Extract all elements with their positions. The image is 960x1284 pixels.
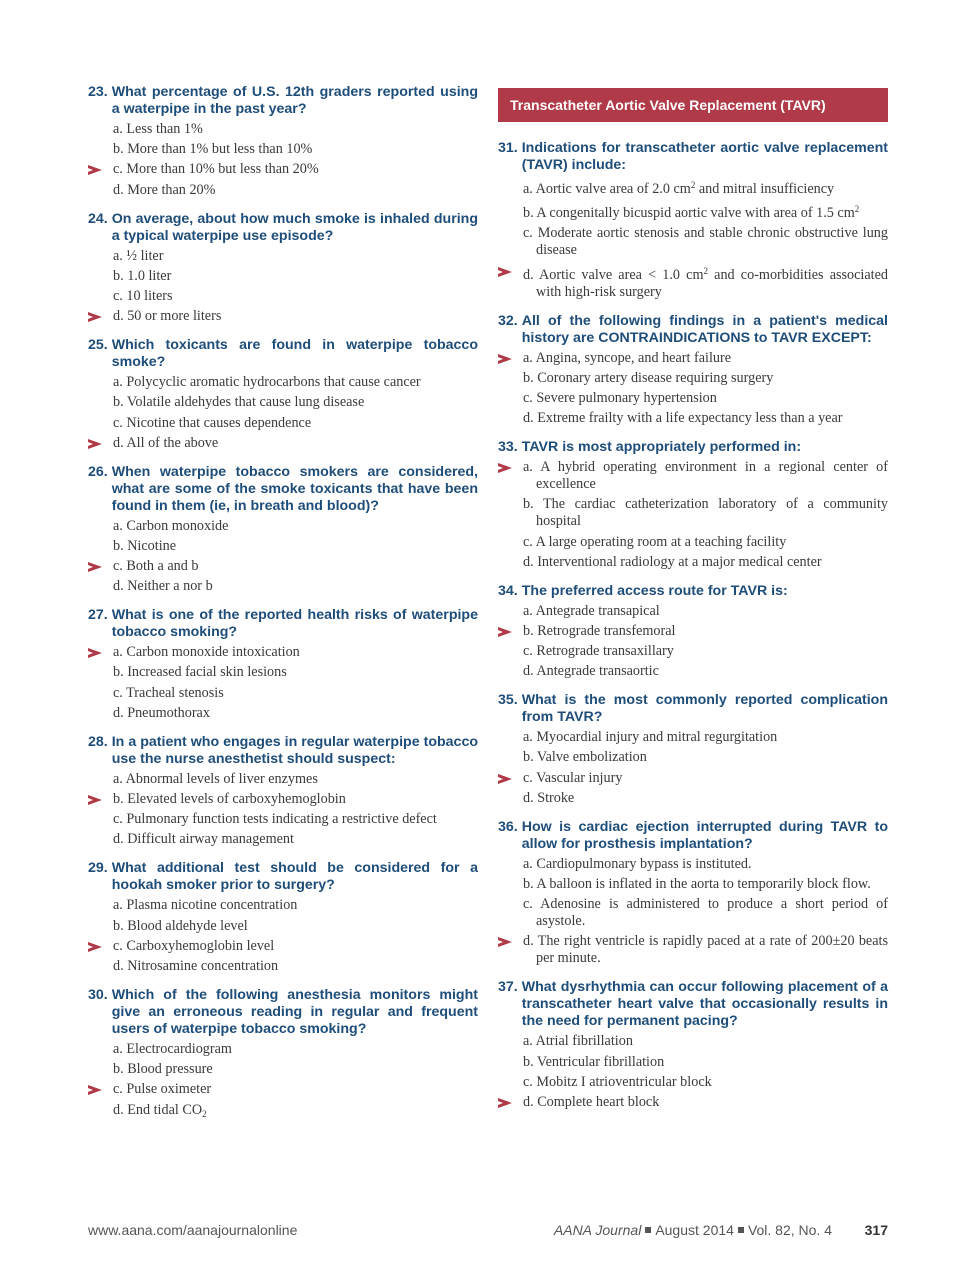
question-item [498, 313, 888, 428]
question-item [498, 692, 888, 807]
question-item [88, 987, 478, 1123]
question-text: What is the most commonly reported complication from TAVR? [521, 692, 888, 726]
answer-option-text [523, 749, 888, 766]
answer-option [498, 459, 888, 493]
answer-option-text [113, 374, 478, 391]
answer-option-label: b. A balloon is inflated in the aorta to temporarily block flow. [523, 876, 871, 892]
answer-option-label: d. End tidal CO [113, 1101, 203, 1118]
question-heading [498, 313, 888, 347]
answer-option [88, 1041, 478, 1058]
answer-option [88, 918, 478, 935]
answer-option-label: b. Elevated levels of carboxyhemoglobin [113, 791, 346, 807]
question-item [88, 860, 478, 975]
answer-option [498, 1054, 888, 1071]
question-item [498, 140, 888, 301]
answer-option-text [113, 791, 478, 808]
answer-option-label: a. Carbon monoxide [113, 517, 229, 534]
answer-option-label: c. Nicotine that causes dependence [113, 414, 312, 431]
superscript: 2 [854, 204, 860, 215]
answer-option-label: c. Pulse oximeter [113, 1081, 212, 1098]
answer-option-label-cont: and mitral insufficiency [695, 181, 835, 197]
answer-option-label: c. Pulmonary function tests indicating a restrictive defect [113, 811, 437, 828]
answer-option-label: d. Antegrade transaortic [523, 663, 659, 680]
answer-option-label: d. Difficult airway management [113, 831, 294, 848]
answer-option-text [523, 496, 888, 530]
answer-option-label: b. The cardiac catheterization laboratory of a community hospital [523, 496, 888, 530]
answer-option-label: b. A congenitally bicuspid aortic valve with area of 1.5 cm [523, 205, 855, 222]
question-heading [498, 819, 888, 853]
answer-option [88, 268, 478, 285]
question-number: 37. [498, 979, 518, 996]
question-text: What is one of the reported health risks of waterpipe tobacco smoking? [111, 607, 478, 641]
question-heading [88, 987, 478, 1038]
answer-option-label-cont: and co-morbidities associated with high-risk surgery [536, 266, 888, 300]
footer-url[interactable]: www.aana.com/aanajournalonline [88, 1222, 298, 1238]
answer-option-text [113, 308, 478, 325]
question-heading [498, 140, 888, 174]
answer-option-label: a. Antegrade transapical [523, 602, 660, 619]
answer-option-text [523, 896, 888, 930]
answer-option-text [523, 856, 888, 873]
left-column [88, 84, 478, 1135]
answer-option-label: d. Complete heart block [523, 1093, 660, 1110]
answer-option-text [113, 1081, 478, 1098]
answer-option-label: b. Retrograde transfemoral [523, 622, 676, 639]
question-text: What dysrhythmia can occur following placement of a transcatheter heart valve that occasionally results in the need for permanent pacing? [521, 979, 888, 1030]
answer-option-label: a. Plasma nicotine concentration [113, 897, 298, 914]
answer-option [88, 182, 478, 199]
answer-option-label: a. Cardiopulmonary bypass is instituted. [523, 855, 752, 872]
answer-option-text [113, 415, 478, 432]
answer-option-text [113, 831, 478, 848]
answer-option [498, 177, 888, 198]
issue-date: August 2014 [655, 1222, 734, 1238]
question-number: 28. [88, 733, 108, 750]
question-number: 23. [88, 84, 108, 100]
answer-option-label: c. Tracheal stenosis [113, 684, 224, 701]
answer-option [88, 644, 478, 661]
answer-option [88, 578, 478, 595]
answer-option-text [523, 623, 888, 640]
answer-option [88, 288, 478, 305]
question-number: 34. [498, 582, 518, 599]
answer-option-label: c. Moderate aortic stenosis and stable chronic obstructive lung disease [523, 225, 888, 259]
answer-option-text [113, 161, 478, 178]
answer-option-label: d. 50 or more liters [113, 308, 222, 325]
answer-option-label: b. 1.0 liter [113, 267, 172, 284]
superscript: 2 [703, 265, 708, 276]
answer-option-label: c. 10 liters [113, 287, 173, 304]
right-question-list [498, 140, 888, 1111]
answer-option [498, 896, 888, 930]
answer-option-text [113, 1102, 478, 1123]
answer-option-label: c. Both a and b [113, 558, 199, 575]
answer-option-label: d. Stroke [523, 789, 575, 806]
question-heading [88, 211, 478, 245]
question-text: On average, about how much smoke is inhaled during a typical waterpipe use episode? [111, 210, 478, 244]
answer-option-text [113, 897, 478, 914]
answer-option-label: a. Myocardial injury and mitral regurgitation [523, 729, 778, 746]
answer-option [498, 623, 888, 640]
answer-option [498, 1074, 888, 1091]
answer-option [88, 538, 478, 555]
answer-option [498, 534, 888, 551]
answer-option [498, 663, 888, 680]
answer-option-text [113, 664, 478, 681]
answer-option-label: d. The right ventricle is rapidly paced at a rate of 200±20 beats per minute. [523, 933, 888, 967]
correct-answer-arrow-icon [88, 312, 102, 322]
question-item [498, 439, 888, 571]
answer-option [88, 121, 478, 138]
answer-option-text [523, 603, 888, 620]
answer-option [88, 1102, 478, 1123]
question-item [498, 979, 888, 1111]
answer-option-text [523, 933, 888, 967]
question-number: 30. [88, 986, 108, 1003]
answer-option-text [523, 770, 888, 787]
answer-option-text [113, 685, 478, 702]
answer-option-label: d. More than 20% [113, 181, 216, 198]
answer-option-text [113, 121, 478, 138]
answer-option-text [113, 644, 478, 661]
question-number: 36. [498, 818, 518, 835]
answer-option-text [523, 1054, 888, 1071]
answer-option-label: c. Carboxyhemoglobin level [113, 937, 275, 954]
answer-option-label: c. Retrograde transaxillary [523, 643, 674, 660]
answer-option [498, 1033, 888, 1050]
answer-option [88, 248, 478, 265]
answer-option [498, 496, 888, 530]
answer-option [88, 518, 478, 535]
answer-option-text [523, 177, 888, 198]
answer-option [498, 410, 888, 427]
answer-option-text [113, 918, 478, 935]
question-text: In a patient who engages in regular waterpipe tobacco use the nurse anesthetist should suspect: [111, 733, 478, 767]
answer-option [88, 141, 478, 158]
answer-option-text [523, 663, 888, 680]
answer-option [88, 811, 478, 828]
answer-option-label: a. A hybrid operating environment in a regional center of excellence [523, 459, 888, 493]
answer-option-label: b. Volatile aldehydes that cause lung disease [113, 394, 365, 411]
answer-option-label: b. More than 1% but less than 10% [113, 141, 313, 158]
answer-option [498, 390, 888, 407]
answer-option-text [523, 201, 888, 222]
answer-option-text [113, 268, 478, 285]
answer-option [88, 374, 478, 391]
question-item [88, 607, 478, 722]
question-item [498, 819, 888, 968]
answer-option [88, 415, 478, 432]
answer-option-label: c. Severe pulmonary hypertension [523, 389, 717, 406]
subscript: 2 [202, 1108, 207, 1119]
answer-option-text [113, 1041, 478, 1058]
section-banner: Transcatheter Aortic Valve Replacement (TAVR) [498, 88, 888, 122]
answer-option-text [523, 410, 888, 427]
answer-option-label: c. A large operating room at a teaching facility [523, 533, 787, 550]
answer-option-text [523, 350, 888, 367]
answer-option-text [113, 518, 478, 535]
answer-option [88, 831, 478, 848]
answer-option-label: a. Less than 1% [113, 121, 203, 137]
answer-option [88, 791, 478, 808]
answer-option-label: c. Adenosine is administered to produce a short period of asystole. [523, 896, 888, 930]
question-text: TAVR is most appropriately performed in: [521, 439, 802, 456]
correct-answer-arrow-icon [498, 627, 512, 637]
question-text: Which toxicants are found in waterpipe tobacco smoke? [111, 337, 478, 371]
answer-option-text [523, 459, 888, 493]
correct-answer-arrow-icon [498, 937, 512, 947]
answer-option [498, 643, 888, 660]
answer-option-label: d. All of the above [113, 434, 219, 451]
answer-option [88, 664, 478, 681]
answer-option-text [523, 1094, 888, 1111]
answer-option [498, 856, 888, 873]
answer-option-label: b. Increased facial skin lesions [113, 664, 287, 681]
issue-volume: Vol. 82, No. 4 [747, 1222, 832, 1238]
answer-option-label: b. Blood pressure [113, 1061, 213, 1078]
answer-option-label: b. Coronary artery disease requiring surgery [523, 369, 774, 386]
correct-answer-arrow-icon [88, 648, 102, 658]
answer-option-label: a. Carbon monoxide intoxication [113, 644, 300, 661]
question-item [88, 84, 478, 199]
answer-option [88, 161, 478, 178]
correct-answer-arrow-icon [498, 1098, 512, 1108]
answer-option-label: d. Interventional radiology at a major medical center [523, 553, 822, 570]
answer-option-label: b. Blood aldehyde level [113, 917, 248, 934]
answer-option [88, 558, 478, 575]
answer-option [498, 201, 888, 222]
question-heading [88, 607, 478, 641]
correct-answer-arrow-icon [88, 165, 102, 175]
question-heading [88, 734, 478, 768]
question-text: All of the following findings in a patient's medical history are CONTRAINDICATIONS to TAVR EXCEPT: [521, 312, 888, 346]
separator-square-icon [738, 1227, 744, 1233]
answer-option [498, 1094, 888, 1111]
page-footer [88, 1222, 888, 1242]
answer-option-text [523, 534, 888, 551]
superscript: 2 [690, 180, 696, 190]
answer-option [498, 554, 888, 571]
question-number: 24. [88, 210, 108, 227]
journal-name: AANA Journal [553, 1222, 642, 1238]
answer-option-label: d. Aortic valve area < 1.0 cm [523, 266, 704, 283]
answer-option-text [113, 435, 478, 452]
answer-option-text [523, 1033, 888, 1050]
answer-option [498, 790, 888, 807]
answer-option-label: a. ½ liter [113, 247, 164, 264]
question-text: Which of the following anesthesia monitors might give an erroneous reading in regular and frequent users of waterpipe tobacco smoking? [111, 986, 478, 1037]
footer-journal-info [554, 1222, 832, 1238]
correct-answer-arrow-icon [88, 562, 102, 572]
answer-option [498, 749, 888, 766]
answer-option-text [113, 394, 478, 411]
question-number: 29. [88, 860, 108, 877]
answer-option [88, 685, 478, 702]
answer-option-label: a. Aortic valve area of 2.0 cm [523, 181, 691, 197]
answer-option [498, 876, 888, 893]
question-number: 25. [88, 337, 108, 354]
answer-option-label: a. Polycyclic aromatic hydrocarbons that cause cancer [113, 374, 421, 391]
answer-option-text [113, 578, 478, 595]
right-column [498, 84, 888, 1123]
question-item [88, 337, 478, 452]
correct-answer-arrow-icon [88, 795, 102, 805]
answer-option [498, 770, 888, 787]
answer-option-label: b. Valve embolization [523, 749, 647, 766]
question-text: When waterpipe tobacco smokers are considered, what are some of the smoke toxicants that have been found in them (ie, in breath and blood)? [111, 463, 478, 514]
answer-option-text [113, 1061, 478, 1078]
correct-answer-arrow-icon [498, 463, 512, 473]
page-number: 317 [864, 1222, 888, 1238]
answer-option [88, 897, 478, 914]
answer-option [88, 705, 478, 722]
answer-option [498, 933, 888, 967]
answer-option-text [523, 729, 888, 746]
question-number: 26. [88, 463, 108, 480]
answer-option-text [523, 225, 888, 259]
answer-option-label: a. Abnormal levels of liver enzymes [113, 770, 318, 787]
question-number: 27. [88, 607, 108, 624]
answer-option [88, 394, 478, 411]
question-heading [88, 860, 478, 894]
answer-option [498, 729, 888, 746]
question-number: 32. [498, 312, 518, 329]
answer-option-text [113, 705, 478, 722]
answer-option [88, 938, 478, 955]
correct-answer-arrow-icon [88, 439, 102, 449]
answer-option-label: a. Electrocardiogram [113, 1040, 232, 1057]
answer-option-text [523, 1074, 888, 1091]
question-heading [88, 337, 478, 371]
question-item [88, 464, 478, 596]
answer-option-text [113, 248, 478, 265]
answer-option-text [523, 370, 888, 387]
answer-option-text [523, 643, 888, 660]
answer-option-text [113, 958, 478, 975]
answer-option [88, 308, 478, 325]
answer-option-label: d. Neither a nor b [113, 578, 213, 595]
question-heading [498, 692, 888, 726]
answer-option-label: c. Vascular injury [523, 769, 623, 786]
question-text: How is cardiac ejection interrupted during TAVR to allow for prosthesis implantation? [521, 818, 888, 852]
answer-option-label: d. Nitrosamine concentration [113, 957, 279, 974]
answer-option-text [113, 288, 478, 305]
correct-answer-arrow-icon [498, 267, 512, 277]
question-text: What additional test should be considered for a hookah smoker prior to surgery? [111, 860, 478, 894]
question-heading [498, 583, 888, 600]
answer-option-text [113, 811, 478, 828]
answer-option-text [523, 554, 888, 571]
question-number: 35. [498, 692, 518, 709]
question-text: Indications for transcatheter aortic valve replacement (TAVR) include: [521, 140, 888, 173]
separator-square-icon [645, 1227, 651, 1233]
question-item [88, 734, 478, 849]
question-item [88, 211, 478, 326]
answer-option [498, 225, 888, 259]
question-heading [88, 84, 478, 118]
answer-option-text [113, 771, 478, 788]
answer-option [498, 370, 888, 387]
answer-option-text [113, 182, 478, 199]
answer-option-text [113, 538, 478, 555]
question-text: The preferred access route for TAVR is: [521, 582, 788, 599]
answer-option-label: c. More than 10% but less than 20% [113, 161, 319, 178]
answer-option-text [523, 263, 888, 301]
answer-option-label: d. Pneumothorax [113, 704, 210, 721]
correct-answer-arrow-icon [88, 1085, 102, 1095]
answer-option-text [113, 938, 478, 955]
answer-option-label: a. Atrial fibrillation [523, 1033, 633, 1050]
correct-answer-arrow-icon [88, 942, 102, 952]
answer-option [88, 771, 478, 788]
answer-option-label: a. Angina, syncope, and heart failure [523, 349, 732, 366]
answer-option-label: d. Extreme frailty with a life expectancy less than a year [523, 410, 843, 427]
answer-option-text [113, 141, 478, 158]
correct-answer-arrow-icon [498, 774, 512, 784]
question-number: 31. [498, 140, 518, 156]
correct-answer-arrow-icon [498, 354, 512, 364]
answer-option-label: c. Mobitz I atrioventricular block [523, 1073, 712, 1090]
question-item [498, 583, 888, 681]
question-heading [88, 464, 478, 515]
answer-option [88, 958, 478, 975]
question-heading [498, 979, 888, 1030]
answer-option-text [523, 390, 888, 407]
answer-option [498, 603, 888, 620]
answer-option-text [523, 876, 888, 893]
answer-option-text [523, 790, 888, 807]
answer-option-label: b. Nicotine [113, 537, 177, 554]
question-text: What percentage of U.S. 12th graders reported using a waterpipe in the past year? [111, 84, 478, 117]
answer-option [498, 350, 888, 367]
answer-option [498, 263, 888, 301]
answer-option [88, 435, 478, 452]
question-number: 33. [498, 439, 518, 456]
answer-option [88, 1061, 478, 1078]
answer-option-text [113, 558, 478, 575]
question-heading [498, 439, 888, 456]
answer-option [88, 1081, 478, 1098]
answer-option-label: b. Ventricular fibrillation [523, 1053, 665, 1070]
